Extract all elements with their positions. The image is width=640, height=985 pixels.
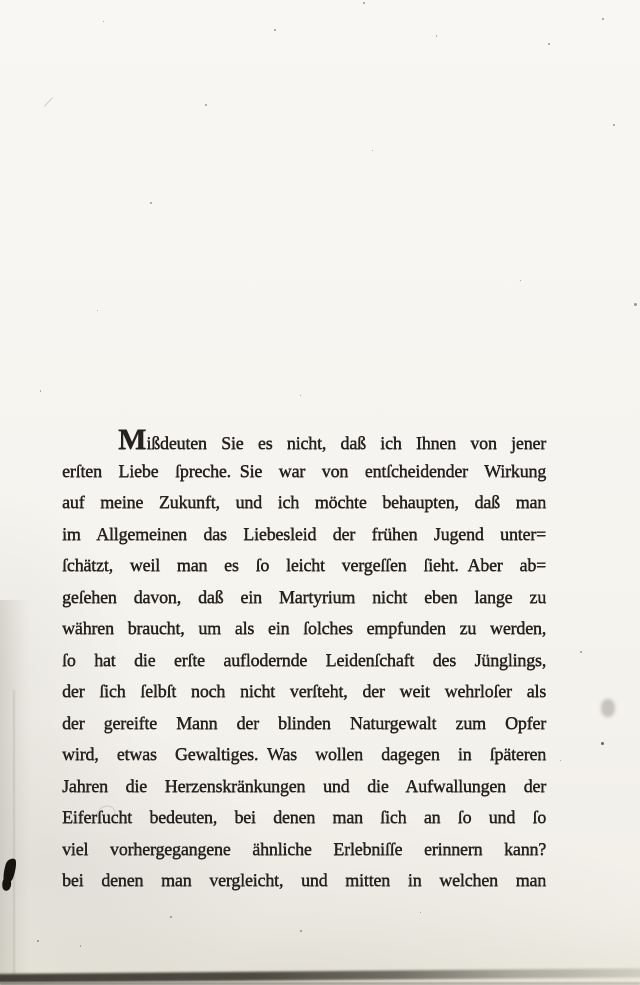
text-line-1 [62, 424, 546, 456]
smudge-mark [601, 699, 615, 717]
paper-speck [548, 43, 550, 45]
text-line-15: bei denen man vergleicht, und mitten in welchen man [62, 870, 546, 890]
paper-speck [602, 18, 604, 20]
paper-speck [40, 390, 41, 392]
paper-speck [103, 21, 104, 22]
text-line-2: erſten Liebe ſpreche. Sie war von entſcheidender Wirkung [62, 460, 546, 481]
paper-speck [520, 280, 521, 281]
paper-speck [634, 303, 637, 306]
text-line-10: der gereifte Mann der blinden Naturgewalt zum Opfer [62, 712, 546, 733]
paper-speck [613, 124, 615, 126]
smudge-dot [601, 742, 604, 745]
paper-speck [205, 104, 207, 106]
paper-speck [300, 395, 301, 396]
paper-speck [97, 310, 98, 311]
text-line-4: im Allgemeinen das Liebesleid der frühen Jugend unter= [62, 523, 546, 544]
paper-speck [170, 916, 172, 918]
paper-speck [300, 930, 302, 932]
text-line-6: geſehen davon, daß ein Martyrium nicht eben lange zu [62, 586, 546, 607]
paper-speck [436, 35, 437, 37]
paper-speck [80, 945, 81, 947]
paper-speck [363, 2, 365, 4]
left-edge-shading [0, 600, 30, 980]
text-line-14: viel vorhergegangene ähnliche Erlebniſſe erinnern kann? [62, 838, 546, 859]
paper-speck [372, 150, 373, 151]
paper-speck [37, 940, 39, 942]
text-line-9: der ſich ſelbſt noch nicht verſteht, der weit wehrloſer als [62, 681, 546, 701]
paper-speck [420, 912, 421, 913]
left-edge-fold-line [13, 690, 15, 975]
text-line-7: währen braucht, um als ein ſolches empfunden zu werden, [62, 618, 546, 638]
text-line-8: ſo hat die erſte auflodernde Leidenſchaft des Jünglings, [62, 649, 546, 670]
text-line-1-rest: ißdeuten Sie es nicht, daß ich Ihnen von jener [146, 433, 546, 453]
paper-speck [150, 202, 152, 204]
text-line-3: auf meine Zukunft, und ich möchte behaupten, daß man [62, 492, 546, 512]
paper-speck [560, 760, 561, 761]
scratch-mark [44, 97, 53, 107]
text-line-5: ſchätzt, weil man es ſo leicht vergeſſen ſieht. Aber ab= [62, 555, 546, 575]
page-bottom-edge-shadow [0, 968, 640, 983]
paper-speck [580, 651, 582, 653]
drop-cap-initial: M [118, 423, 147, 456]
paragraph [62, 424, 546, 897]
text-line-13: Eiferſucht bedeuten, bei denen man ſich an ſo und ſo [62, 807, 546, 827]
text-line-11: wird, etwas Gewaltiges. Was wollen dagegen in ſpäteren [62, 744, 546, 764]
text-line-12: Jahren die Herzenskränkungen und die Aufwallungen der [62, 775, 546, 796]
paper-speck [274, 29, 276, 31]
